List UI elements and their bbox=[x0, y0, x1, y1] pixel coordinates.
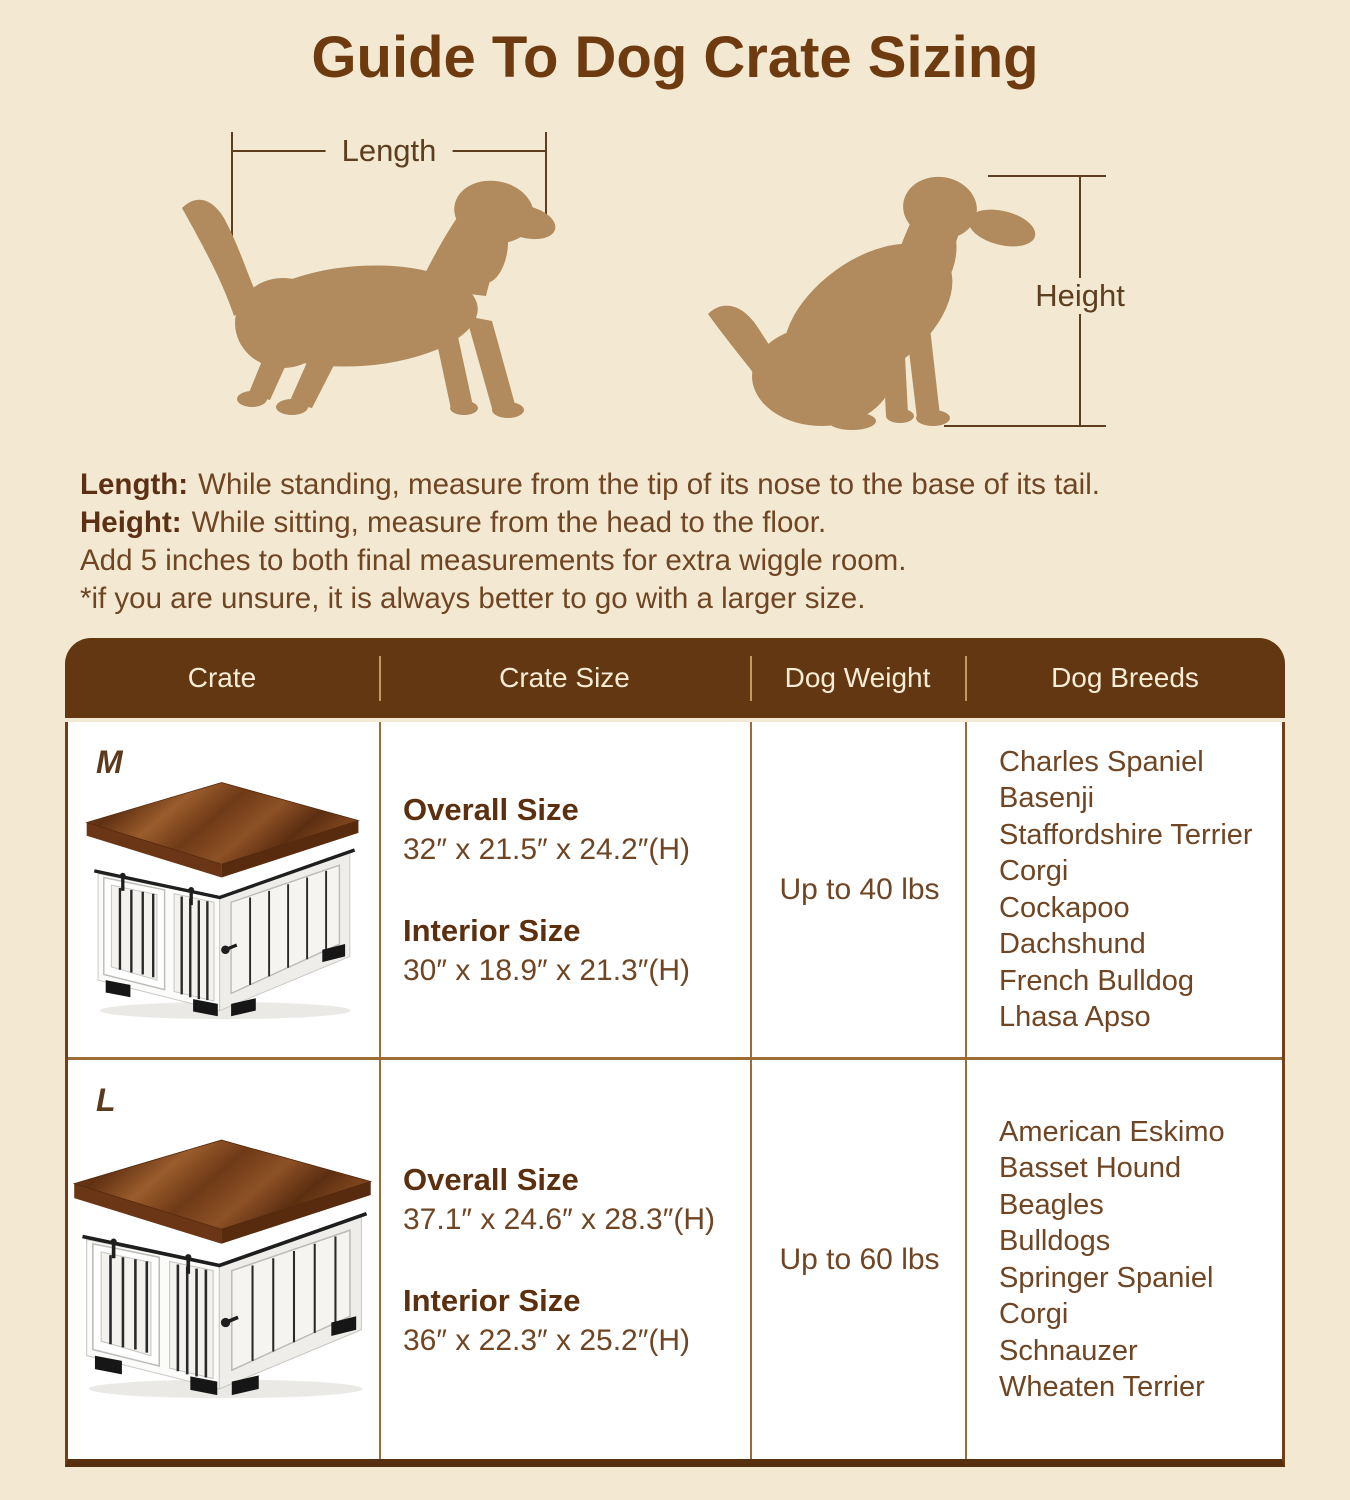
crate-cell-l bbox=[68, 1060, 379, 1459]
crate-size-tag-l: L bbox=[96, 1082, 116, 1118]
column-header-dog-breeds: Dog Breeds bbox=[1051, 662, 1199, 693]
breed-item: Basenji bbox=[999, 782, 1095, 814]
column-header-crate: Crate bbox=[187, 662, 257, 693]
table-body bbox=[65, 722, 1285, 1467]
interior-size-value: 36″ x 22.3″ x 25.2″(H) bbox=[403, 1323, 690, 1357]
length-instruction-label: Length: bbox=[80, 468, 189, 501]
column-divider bbox=[379, 722, 381, 1459]
breed-item: Cockapoo bbox=[999, 891, 1130, 924]
length-label: Length bbox=[326, 133, 453, 169]
interior-size-label: Interior Size bbox=[403, 912, 581, 948]
instruction-line bbox=[80, 542, 1300, 580]
breed-item: Schnauzer bbox=[999, 1334, 1138, 1367]
dog-weight-cell-m: Up to 40 lbs bbox=[779, 872, 940, 906]
header-divider bbox=[750, 656, 752, 701]
height-instruction-label: Height: bbox=[80, 506, 182, 539]
larger-size-note: *if you are unsure, it is always better to go with a larger size. bbox=[80, 582, 866, 615]
crate-size-cell-l bbox=[379, 1060, 752, 1459]
dog-breeds-cell-l bbox=[967, 1060, 1282, 1459]
dog-weight-cell-l: Up to 60 lbs bbox=[779, 1242, 940, 1276]
measurement-instructions bbox=[80, 466, 1300, 618]
column-divider bbox=[750, 722, 752, 1459]
interior-size-label: Interior Size bbox=[403, 1282, 581, 1318]
wiggle-room-note: Add 5 inches to both final measurements for extra wiggle room. bbox=[80, 544, 907, 577]
overall-size-value: 37.1″ x 24.6″ x 28.3″(H) bbox=[403, 1202, 716, 1236]
overall-size-group bbox=[403, 792, 752, 867]
crate-product-image-m bbox=[81, 773, 366, 1022]
column-divider bbox=[965, 722, 967, 1459]
breed-item: Lhasa Apso bbox=[999, 1001, 1151, 1033]
table-header-row bbox=[65, 638, 1285, 718]
page-title: Guide To Dog Crate Sizing bbox=[311, 25, 1039, 90]
standing-dog-silhouette-icon bbox=[178, 158, 558, 433]
height-label: Height bbox=[1019, 278, 1141, 314]
overall-size-group bbox=[403, 1162, 752, 1237]
crate-size-tag-m: M bbox=[96, 744, 123, 780]
breed-item: Springer Spaniel bbox=[999, 1261, 1214, 1294]
crate-size-cell-m bbox=[379, 722, 752, 1057]
interior-size-group bbox=[403, 1283, 752, 1358]
breed-item: Staffordshire Terrier bbox=[999, 818, 1253, 851]
breed-item: Beagles bbox=[999, 1188, 1104, 1221]
breed-item: Corgi bbox=[999, 855, 1069, 887]
column-header-crate-size: Crate Size bbox=[499, 662, 630, 693]
breed-item: American Eskimo bbox=[999, 1115, 1225, 1148]
crate-sizing-table bbox=[65, 638, 1285, 1467]
breed-item: Corgi bbox=[999, 1298, 1069, 1330]
breed-item: French Bulldog bbox=[999, 964, 1195, 997]
interior-size-value: 30″ x 18.9″ x 21.3″(H) bbox=[403, 953, 690, 987]
overall-size-label: Overall Size bbox=[403, 1161, 579, 1197]
breed-item: Dachshund bbox=[999, 928, 1146, 960]
interior-size-group bbox=[403, 913, 752, 988]
overall-size-value: 32″ x 21.5″ x 24.2″(H) bbox=[403, 832, 690, 866]
column-header-dog-weight: Dog Weight bbox=[784, 662, 931, 693]
breed-item: Charles Spaniel bbox=[999, 745, 1204, 778]
header-divider bbox=[965, 656, 967, 701]
dog-breeds-cell-m bbox=[967, 722, 1282, 1057]
breed-item: Bulldogs bbox=[999, 1225, 1111, 1257]
header-divider bbox=[379, 656, 381, 701]
overall-size-label: Overall Size bbox=[403, 791, 579, 827]
sitting-dog-silhouette-icon bbox=[700, 168, 1060, 433]
crate-product-image-l bbox=[68, 1125, 379, 1406]
length-instruction-text: While standing, measure from the tip of its nose to the base of its tail. bbox=[198, 468, 1100, 501]
height-instruction-text: While sitting, measure from the head to the floor. bbox=[191, 506, 827, 539]
instruction-line bbox=[80, 466, 1300, 504]
breed-item: Wheaten Terrier bbox=[999, 1371, 1205, 1403]
instruction-line bbox=[80, 504, 1300, 542]
crate-cell-m bbox=[68, 722, 379, 1057]
breed-item: Basset Hound bbox=[999, 1152, 1182, 1184]
table-row-crate-m bbox=[68, 722, 1282, 1060]
table-row-crate-l bbox=[68, 1060, 1282, 1459]
instruction-line bbox=[80, 580, 1300, 618]
